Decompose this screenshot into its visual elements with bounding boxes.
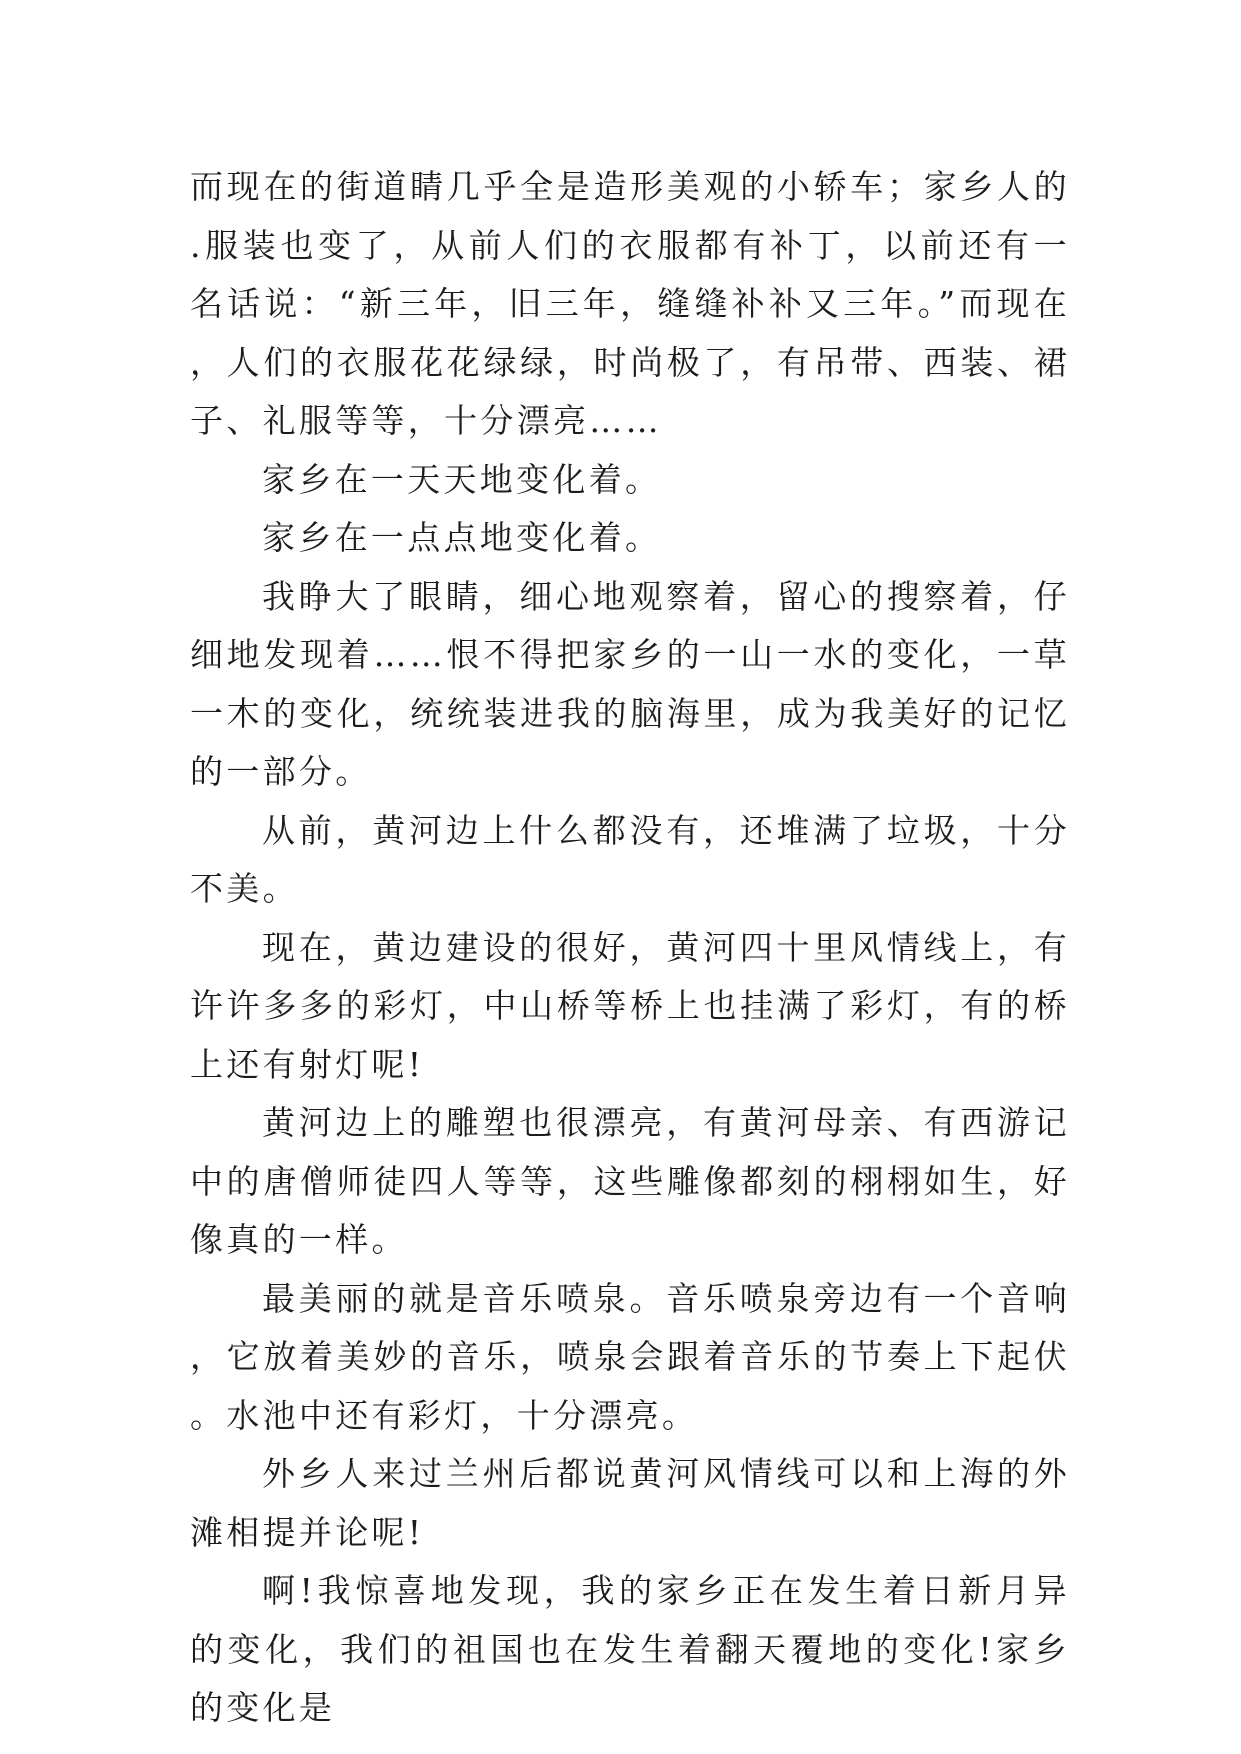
paragraph: 啊!我惊喜地发现，我的家乡正在发生着日新月异的变化，我们的祖国也在发生着翻天覆地的变化!家乡的变化是 bbox=[190, 1571, 1070, 1727]
document-body bbox=[190, 158, 1070, 1738]
paragraph: 现在，黄边建设的很好，黄河四十里风情线上，有许许多多的彩灯，中山桥等桥上也挂满了彩灯，有的桥上还有射灯呢! bbox=[190, 927, 1070, 1084]
paragraph: 外乡人来过兰州后都说黄河风情线可以和上海的外滩相提并论呢! bbox=[190, 1454, 1070, 1552]
paragraph: 我睁大了眼睛，细心地观察着，留心的搜察着，仔细地发现着……恨不得把家乡的一山一水的变化，一草一木的变化，统统装进我的脑海里，成为我美好的记忆的一部分。 bbox=[190, 576, 1070, 791]
paragraph: 家乡在一点点地变化着。 bbox=[262, 518, 662, 557]
paragraph: 家乡在一天天地变化着。 bbox=[262, 459, 662, 499]
paragraph: 从前，黄河边上什么都没有，还堆满了垃圾，十分不美。 bbox=[190, 810, 1070, 908]
paragraph: 黄河边上的雕塑也很漂亮，有黄河母亲、有西游记中的唐僧师徒四人等等，这些雕像都刻的栩栩如生，好像真的一样。 bbox=[190, 1103, 1070, 1259]
paragraph: 而现在的街道睛几乎全是造形美观的小轿车；家乡人的.服装也变了，从前人们的衣服都有补丁，以前还有一名话说：“新三年，旧三年，缝缝补补又三年。”而现在，人们的衣服花花绿绿，时尚极了，有吊带、西装、裙子、礼服等等，十分漂亮…… bbox=[190, 167, 1070, 440]
paragraph: 最美丽的就是音乐喷泉。音乐喷泉旁边有一个音响，它放着美妙的音乐，喷泉会跟着音乐的节奏上下起伏。水池中还有彩灯，十分漂亮。 bbox=[190, 1278, 1070, 1435]
